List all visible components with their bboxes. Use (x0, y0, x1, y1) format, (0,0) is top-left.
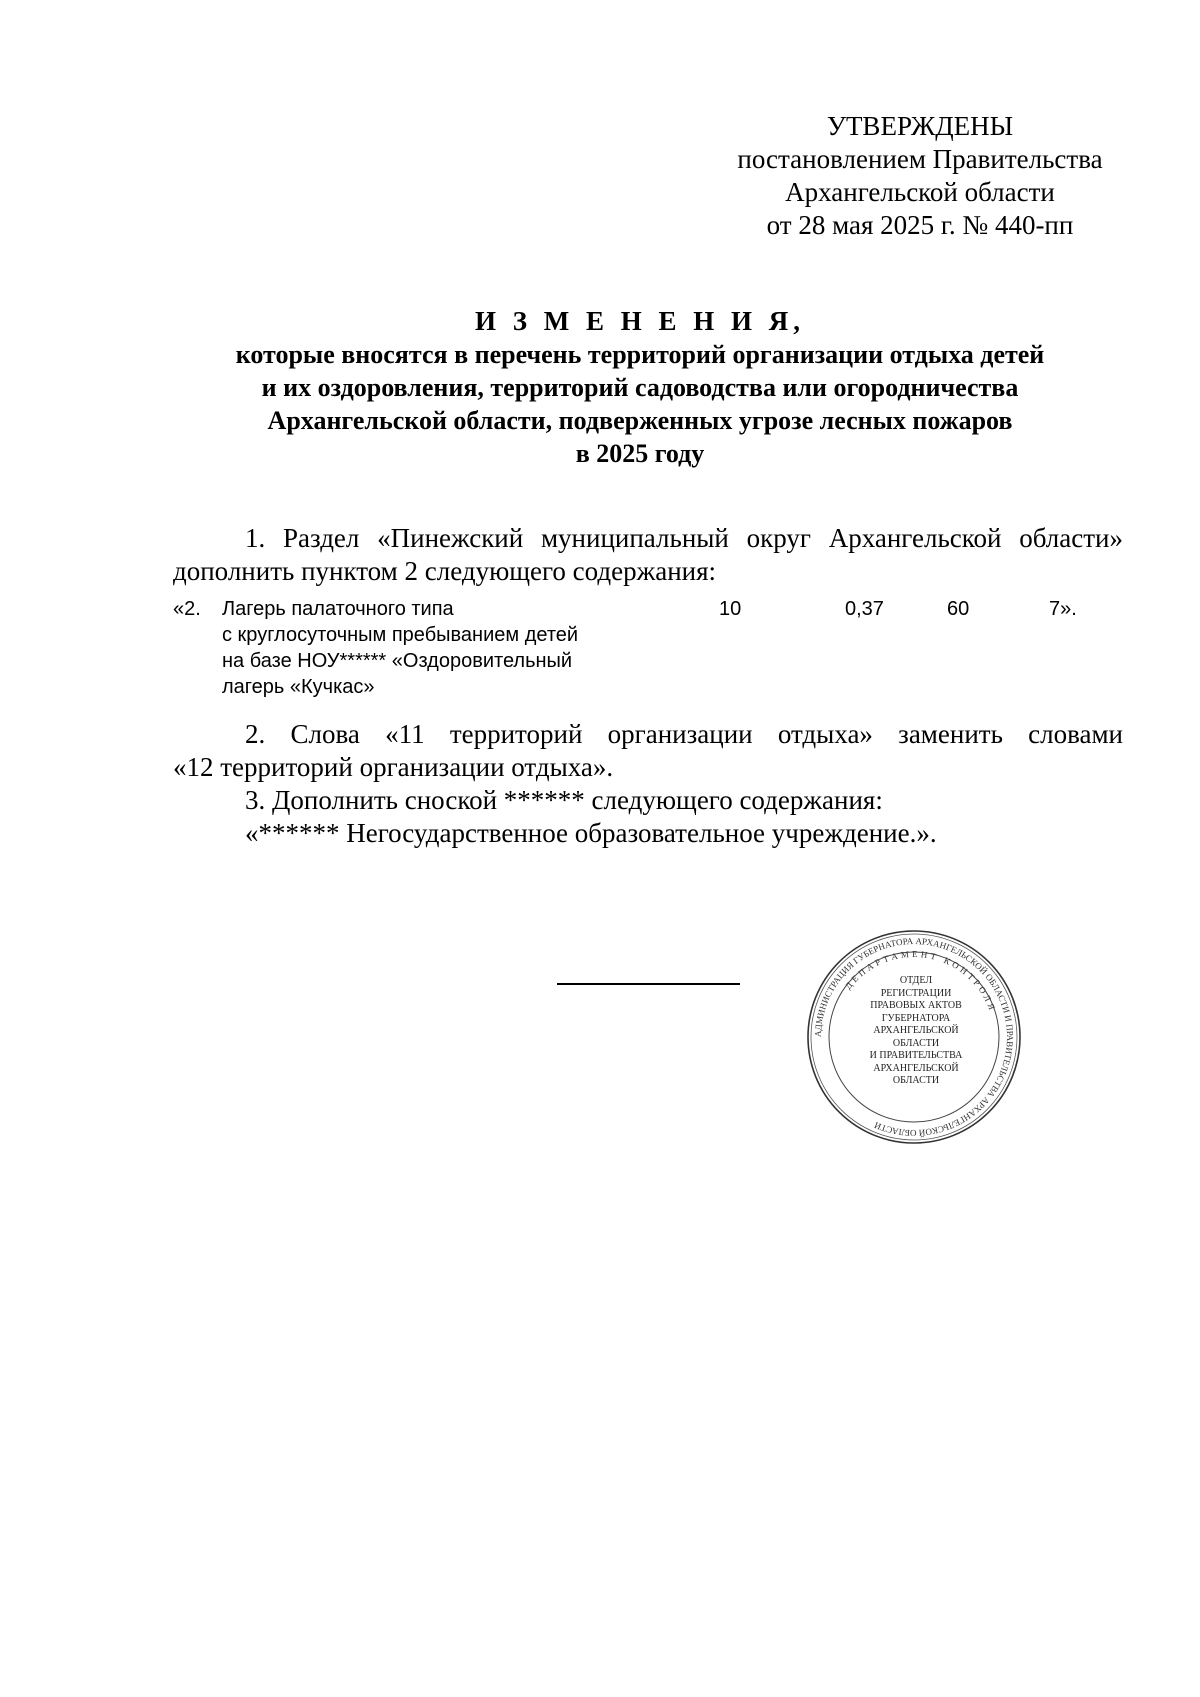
title-line-1: которые вносятся в перечень территорий организации отдыха детей (235, 340, 1045, 369)
row-name-line-3: на базе НОУ****** «Оздоровительный (222, 650, 573, 672)
row-value-3: 60 (947, 598, 970, 620)
paragraph-1-line-1: 1. Раздел «Пинежский муниципальный округ Архангельской области» (245, 523, 1123, 553)
seal-line: ГУБЕРНАТОРА (881, 1012, 951, 1024)
seal-line: ПРАВОВЫХ АКТОВ (870, 1000, 962, 1011)
row-value-1: 10 (719, 598, 742, 620)
table-row (173, 596, 1123, 716)
row-value-2: 0,37 (845, 598, 884, 620)
seal-line: АРХАНГЕЛЬСКОЙ (873, 1025, 959, 1036)
seal-line: ОБЛАСТИ (892, 1037, 940, 1049)
title-line-2: и их оздоровления, территорий садоводства или огородничества (261, 373, 1019, 402)
title-heading: И З М Е Н Е Н И Я, (474, 306, 805, 336)
seal-line: ОТДЕЛ (899, 975, 933, 986)
seal-inner-text: ДЕПАРТАМЕНТ КОНТРОЛЯ (842, 948, 999, 1014)
paragraph-3: 3. Дополнить сноской ****** следующего содержания: (245, 785, 883, 815)
paragraph-2-line-1: 2. Слова «11 территорий организации отдыха» заменить словами (245, 719, 1123, 749)
approval-block (700, 110, 1140, 242)
seal-outer-text: АДМИНИСТРАЦИЯ ГУБЕРНАТОРА АРХАНГЕЛЬСКОЙ ОБЛАСТИ И ПРАВИТЕЛЬСТВА АРХАНГЕЛЬСКОЙ ОБЛАСТИ (812, 935, 1016, 1139)
paragraph-4: «****** Негосударственное образовательное учреждение.». (245, 818, 937, 848)
seal-center-text (848, 975, 984, 1088)
seal-line: РЕГИСТРАЦИИ (880, 987, 952, 999)
title-line-4: в 2025 году (575, 439, 705, 468)
row-number: «2. (173, 598, 201, 620)
row-name-line-4: лагерь «Кучкас» (222, 676, 375, 698)
row-name-line-1: Лагерь палаточного типа (222, 598, 454, 620)
paragraph-1 (173, 522, 1123, 588)
row-name (222, 596, 642, 700)
paragraph-2-line-2: «12 территорий организации отдыха». (173, 752, 614, 782)
paragraph-1-line-2: дополнить пунктом 2 следующего содержания: (173, 556, 717, 586)
seal-line: АРХАНГЕЛЬСКОЙ (873, 1062, 959, 1074)
approval-title: УТВЕРЖДЕНЫ (826, 111, 1014, 141)
row-value-4: 7». (1049, 598, 1077, 620)
title-line-3: Архангельской области, подверженных угрозе лесных пожаров (267, 406, 1013, 435)
approval-resolution: постановлением Правительства (737, 144, 1103, 174)
approval-region: Архангельской области (785, 177, 1055, 207)
row-name-line-2: с круглосуточным пребыванием детей (222, 624, 579, 646)
approval-date-number: от 28 мая 2025 г. № 440-пп (766, 210, 1074, 240)
separator-line (557, 983, 740, 985)
seal-line: И ПРАВИТЕЛЬСТВА (869, 1050, 963, 1061)
paragraph-2 (173, 718, 1123, 784)
document-title (160, 305, 1120, 470)
seal-line: ОБЛАСТИ (892, 1075, 940, 1086)
